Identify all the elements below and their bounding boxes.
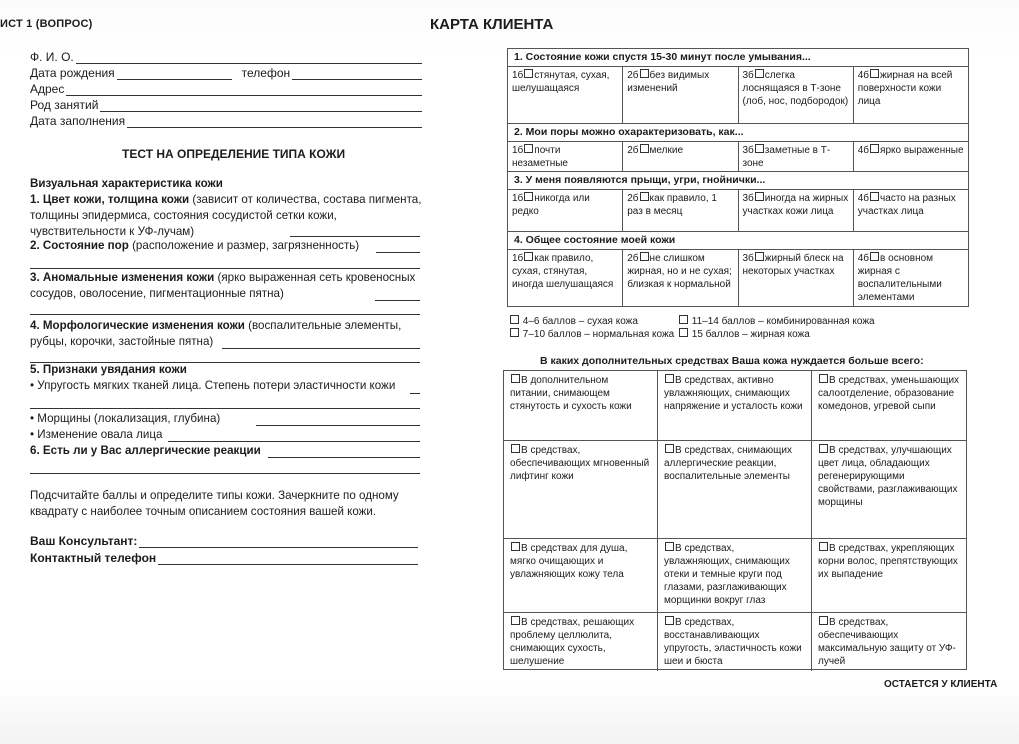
option-cell[interactable] xyxy=(854,67,968,123)
checkbox[interactable] xyxy=(511,374,520,383)
needs-title: В каких дополнительных средствах Ваша кожа нуждается больше всего: xyxy=(540,355,924,367)
needs-cell[interactable] xyxy=(812,613,966,671)
contact-phone-field[interactable] xyxy=(30,551,418,565)
option-text: жирная на всей поверхности кожи лица xyxy=(857,70,953,107)
option-score: 1б xyxy=(512,193,524,204)
contact-phone-line[interactable] xyxy=(158,554,418,565)
option-text: как правило, 1 раз в месяц xyxy=(627,193,717,217)
needs-text: В средствах, увлажняющих, снимающих отеки и темные круги под глазами, разглаживающих морщинки вокруг глаз xyxy=(664,543,790,606)
option-text: жирный блеск на некоторых участках xyxy=(742,253,844,277)
q6-answer-line-b[interactable] xyxy=(30,473,420,474)
option-cell[interactable] xyxy=(623,190,738,231)
checkbox[interactable] xyxy=(755,252,764,261)
option-score: 2б xyxy=(627,193,639,204)
legend-normal-text: 7–10 баллов – нормальная кожа xyxy=(522,329,675,340)
question-4 xyxy=(30,318,422,350)
needs-text: В средствах для душа, мягко очищающих и увлажняющих кожу тела xyxy=(510,543,628,580)
option-cell[interactable] xyxy=(739,250,854,306)
question-5 xyxy=(30,362,422,378)
needs-grid xyxy=(503,370,967,670)
contact-phone-label: Контактный телефон xyxy=(30,551,157,565)
needs-cell[interactable] xyxy=(504,441,658,539)
checkbox[interactable] xyxy=(511,444,520,453)
q1-answer-line[interactable] xyxy=(290,236,420,237)
option-cell[interactable] xyxy=(739,67,854,123)
needs-cell[interactable] xyxy=(658,371,812,441)
checkbox[interactable] xyxy=(870,252,879,261)
legend-combination-text: 11–14 баллов – комбинированная кожа xyxy=(691,316,875,327)
needs-cell[interactable] xyxy=(504,613,658,671)
checkbox[interactable] xyxy=(640,69,649,78)
checkbox[interactable] xyxy=(640,252,649,261)
option-text: мелкие xyxy=(649,145,684,156)
consultant-line[interactable] xyxy=(139,537,418,548)
consultant-field[interactable] xyxy=(30,534,418,548)
q3-answer-line-b[interactable] xyxy=(30,314,420,315)
q3-title: 3. Аномальные изменения кожи xyxy=(30,271,215,284)
checkbox[interactable] xyxy=(755,144,764,153)
option-text: стянутая, сухая, шелушащаяся xyxy=(512,70,610,94)
q-header-2: 2. Мои поры можно охарактеризовать, как... xyxy=(508,124,968,142)
skin-questionnaire-table xyxy=(507,48,969,307)
option-score: 4б xyxy=(857,193,870,204)
birth-line[interactable] xyxy=(117,69,232,80)
option-cell[interactable] xyxy=(623,67,738,123)
needs-cell[interactable] xyxy=(504,539,658,613)
option-score: 3б xyxy=(742,70,754,81)
needs-cell[interactable] xyxy=(658,441,812,539)
q2-title: 2. Состояние пор xyxy=(30,239,129,252)
needs-cell[interactable] xyxy=(812,539,966,613)
needs-cell[interactable] xyxy=(658,539,812,613)
option-cell[interactable] xyxy=(623,250,738,306)
option-cell[interactable] xyxy=(508,190,623,231)
q5-item1-line-b[interactable] xyxy=(30,408,420,409)
option-text: слегка лоснящаяся в Т-зоне (лоб, нос, подбородок) xyxy=(742,70,849,107)
fio-field[interactable] xyxy=(30,50,422,64)
checkbox[interactable] xyxy=(510,328,519,337)
legend-normal xyxy=(509,328,674,341)
q5-item-wrinkles: • Морщины (локализация, глубина) xyxy=(30,412,221,425)
option-score: 3б xyxy=(742,193,754,204)
q2-answer-line-a[interactable] xyxy=(376,252,420,253)
needs-text: В средствах, обеспечивающих максимальную защиту от УФ-лучей xyxy=(818,617,956,667)
q-row-4 xyxy=(508,250,968,306)
option-text: без видимых изменений xyxy=(627,70,710,94)
checkbox[interactable] xyxy=(755,69,764,78)
fio-label: Ф. И. О. xyxy=(30,50,74,64)
option-score: 1б xyxy=(512,145,524,156)
needs-text: В средствах, активно увлажняющих, снимающих напряжение и усталость кожи xyxy=(664,375,803,412)
checkbox[interactable] xyxy=(819,374,828,383)
q4-text: (воспалительные элементы, рубцы, корочки, застойные пятна) xyxy=(30,319,402,348)
q5-item-elasticity: • Упругость мягких тканей лица. Степень потери эластичности кожи xyxy=(30,379,396,392)
birth-phone-field[interactable] xyxy=(30,66,422,80)
needs-text: В средствах, снимающих аллергические реакции, воспалительные элементы xyxy=(664,445,792,482)
visual-heading-text: Визуальная характеристика кожи xyxy=(30,177,223,190)
checkbox[interactable] xyxy=(870,192,879,201)
q4-answer-line-a[interactable] xyxy=(222,348,420,349)
fill-date-line[interactable] xyxy=(127,117,422,128)
checkbox[interactable] xyxy=(524,144,533,153)
option-cell[interactable] xyxy=(623,142,738,171)
occupation-label: Род занятий xyxy=(30,98,99,112)
needs-text: В средствах, улучшающих цвет лица, обладающих регенерирующими свойствами, разглаживающих морщины xyxy=(818,445,958,508)
legend-oily-text: 15 баллов – жирная кожа xyxy=(691,329,810,340)
checkbox[interactable] xyxy=(511,616,520,625)
q-header-1: 1. Состояние кожи спустя 15-30 минут после умывания... xyxy=(508,49,968,67)
option-score: 3б xyxy=(742,145,754,156)
q5-item1-line-a[interactable] xyxy=(410,393,420,394)
needs-text: В средствах, уменьшающих салоотделение, образование комедонов, угревой сыпи xyxy=(818,375,960,412)
needs-cell[interactable] xyxy=(504,371,658,441)
option-score: 2б xyxy=(627,145,639,156)
page-title: КАРТА КЛИЕНТА xyxy=(430,16,554,33)
legend-combination xyxy=(678,315,875,328)
option-score: 1б xyxy=(512,253,524,264)
question-2 xyxy=(30,238,422,254)
q5-item2-line[interactable] xyxy=(256,425,420,426)
option-text: часто на разных участках лица xyxy=(857,193,956,217)
q2-text: (расположение и размер, загрязненность) xyxy=(132,239,360,252)
checkbox[interactable] xyxy=(819,616,828,625)
consultant-label: Ваш Консультант: xyxy=(30,534,138,548)
option-cell[interactable] xyxy=(508,250,623,306)
checkbox[interactable] xyxy=(679,315,688,324)
q6-title: 6. Есть ли у Вас аллергические реакции xyxy=(30,444,261,457)
q3-text: (ярко выраженная сеть кровеносных сосудов, оволосение, пигментационные пятна) xyxy=(30,271,416,300)
q-header-3: 3. У меня появляются прыщи, угри, гнойнички... xyxy=(508,172,968,190)
option-text: иногда на жирных участках кожи лица xyxy=(742,193,849,217)
checkbox[interactable] xyxy=(524,192,533,201)
checkbox[interactable] xyxy=(665,444,674,453)
sheet-label: ИСТ 1 (ВОПРОС) xyxy=(0,18,93,30)
checkbox[interactable] xyxy=(640,144,649,153)
legend-oily xyxy=(678,328,810,341)
occupation-field[interactable] xyxy=(30,98,422,112)
fio-line[interactable] xyxy=(76,53,422,64)
checkbox[interactable] xyxy=(665,374,674,383)
q-header-4: 4. Общее состояние моей кожи xyxy=(508,232,968,250)
question-1 xyxy=(30,192,422,240)
option-text: как правило, сухая, стянутая, иногда шелушащаяся xyxy=(512,253,614,290)
q1-text: (зависит от количества, состава пигмента, толщины эпидермиса, состояния сосудистой сетки кожи, чувствительности к УФ-лучам) xyxy=(30,193,422,238)
q5-item3-line[interactable] xyxy=(168,441,420,442)
option-cell[interactable] xyxy=(508,67,623,123)
q-row-3 xyxy=(508,190,968,232)
option-cell[interactable] xyxy=(854,142,968,171)
legend-dry xyxy=(509,315,638,328)
needs-cell[interactable] xyxy=(812,371,966,441)
option-cell[interactable] xyxy=(854,190,968,231)
needs-cell[interactable] xyxy=(812,441,966,539)
q2-answer-line-b[interactable] xyxy=(30,268,420,269)
fill-date-field[interactable] xyxy=(30,114,422,128)
option-score: 4б xyxy=(857,70,870,81)
needs-text: В средствах, обеспечивающих мгновенный лифтинг кожи xyxy=(510,445,650,482)
q1-title: 1. Цвет кожи, толщина кожи xyxy=(30,193,190,206)
checkbox[interactable] xyxy=(870,144,879,153)
checkbox[interactable] xyxy=(870,69,879,78)
checkbox[interactable] xyxy=(524,252,533,261)
q5-title: 5. Признаки увядания кожи xyxy=(30,363,187,376)
q4-title: 4. Морфологические изменения кожи xyxy=(30,319,245,332)
checkbox[interactable] xyxy=(510,315,519,324)
q5-item-oval: • Изменение овала лица xyxy=(30,428,163,441)
q-row-1 xyxy=(508,67,968,124)
question-3 xyxy=(30,270,422,302)
checkbox[interactable] xyxy=(819,542,828,551)
option-cell[interactable] xyxy=(739,190,854,231)
checkbox[interactable] xyxy=(524,69,533,78)
option-text: заметные в Т-зоне xyxy=(742,145,831,169)
q6-answer-line-a[interactable] xyxy=(268,457,420,458)
option-score: 4б xyxy=(857,145,870,156)
option-score: 3б xyxy=(742,253,754,264)
option-text: никогда или редко xyxy=(512,193,590,217)
option-cell[interactable] xyxy=(739,142,854,171)
fill-date-label: Дата заполнения xyxy=(30,114,126,128)
checkbox[interactable] xyxy=(640,192,649,201)
option-cell[interactable] xyxy=(508,142,623,171)
occupation-line[interactable] xyxy=(100,101,422,112)
needs-text: В средствах, восстанавливающих упругость, эластичность кожи шеи и бюста xyxy=(664,617,802,667)
address-label: Адрес xyxy=(30,82,65,96)
option-text: почти незаметные xyxy=(512,145,568,169)
needs-text: В средствах, укрепляющих корни волос, препятствующих их выпадение xyxy=(818,543,958,580)
option-text: в основном жирная с воспалительными элементами xyxy=(857,253,942,303)
option-score: 2б xyxy=(627,253,639,264)
needs-cell[interactable] xyxy=(658,613,812,671)
phone-label: телефон xyxy=(241,66,291,80)
option-cell[interactable] xyxy=(854,250,968,306)
option-score: 2б xyxy=(627,70,639,81)
instructions: Подсчитайте баллы и определите типы кожи. Зачеркните по одному квадрату с наиболее точным описанием состояния вашей кожи. xyxy=(30,489,399,518)
needs-text: В дополнительном питании, снимающем стянутость и сухость кожи xyxy=(510,375,632,412)
phone-line[interactable] xyxy=(292,69,422,80)
needs-text: В средствах, решающих проблему целлюлита, снимающих сухость, шелушение xyxy=(510,617,635,667)
address-field[interactable] xyxy=(30,82,422,96)
visual-heading xyxy=(30,176,422,192)
q-row-2 xyxy=(508,142,968,172)
option-score: 4б xyxy=(857,253,870,264)
option-text: ярко выраженные xyxy=(880,145,964,156)
option-text: не слишком жирная, но и не сухая; близкая к нормальной xyxy=(627,253,732,290)
checkbox[interactable] xyxy=(665,542,674,551)
footer-note: ОСТАЕТСЯ У КЛИЕНТА xyxy=(884,679,998,690)
checkbox[interactable] xyxy=(755,192,764,201)
legend-dry-text: 4–6 баллов – сухая кожа xyxy=(522,316,638,327)
checkbox[interactable] xyxy=(679,328,688,337)
checkbox[interactable] xyxy=(819,444,828,453)
test-title: ТЕСТ НА ОПРЕДЕЛЕНИЕ ТИПА КОЖИ xyxy=(122,147,346,161)
q3-answer-line-a[interactable] xyxy=(375,300,420,301)
birth-label: Дата рождения xyxy=(30,66,115,80)
address-line[interactable] xyxy=(66,85,422,96)
checkbox[interactable] xyxy=(665,616,674,625)
option-score: 1б xyxy=(512,70,524,81)
checkbox[interactable] xyxy=(511,542,520,551)
